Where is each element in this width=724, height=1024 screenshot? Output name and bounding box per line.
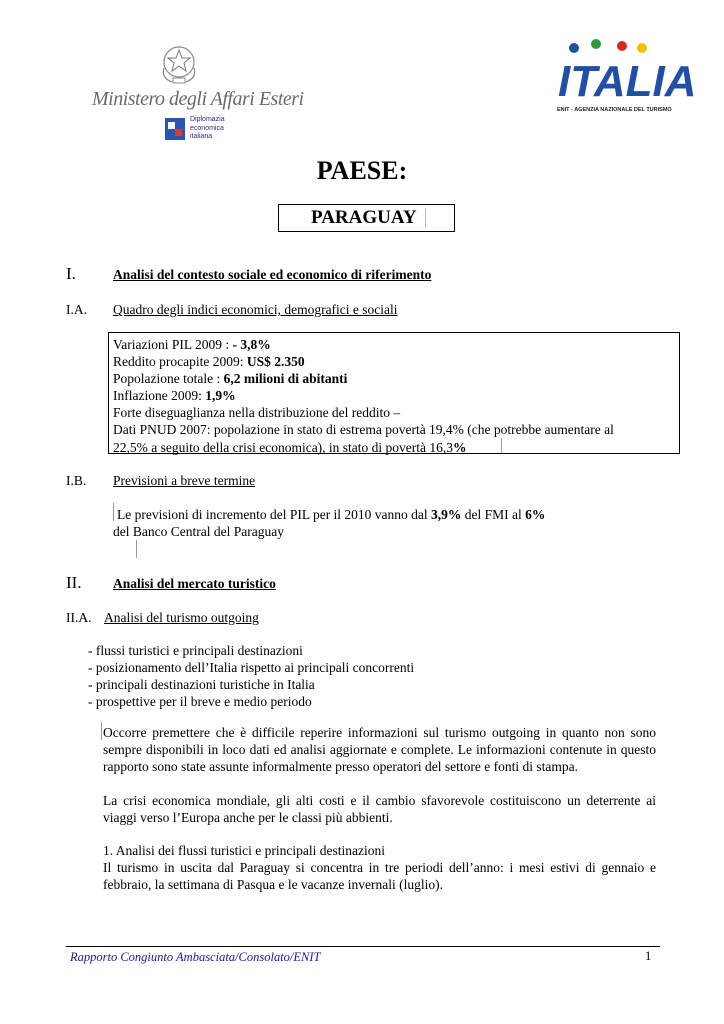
forecast-text: Le previsioni di incremento del PIL per il 2010 vanno dal bbox=[117, 507, 432, 522]
population-value: 6,2 milioni di abitanti bbox=[223, 371, 348, 387]
pil-value: - 3,8% bbox=[232, 337, 271, 352]
crisis-paragraph: La crisi economica mondiale, gli alti costi e il cambio sfavorevole costituiscono un deterrente ai viaggi verso l’Europa anche per le classi più abbienti. bbox=[103, 793, 656, 825]
inflation-label: Inflazione 2009: bbox=[113, 388, 206, 404]
population-label: Popolazione totale : bbox=[113, 371, 224, 387]
forecast-line-2: del Banco Central del Paraguay bbox=[113, 524, 284, 539]
page-title: PAESE: bbox=[316, 156, 408, 185]
page-number: 1 bbox=[645, 949, 652, 963]
bullet-list bbox=[88, 642, 414, 710]
reddito-row bbox=[113, 353, 675, 370]
diplomacy-line: economica bbox=[190, 124, 224, 132]
enit-caption: ENIT - AGENZIA NAZIONALE DEL TURISMO bbox=[557, 107, 672, 113]
outgoing-intro-paragraph: Occorre premettere che è difficile reperire informazioni sul turismo outgoing in quanto non sono sempre disponibili in loco dati ed analisi aggiornate e complete. Le informazioni contenute in questo rapporto sono state assunte informalmente presso operatori del settore e fonti di stampa. bbox=[103, 725, 656, 774]
forecast-bcp-value: 6% bbox=[525, 507, 546, 522]
text-cursor bbox=[101, 722, 102, 740]
italian-republic-emblem-icon bbox=[158, 42, 200, 86]
section-1a-heading: Quadro degli indici economici, demografici e sociali bbox=[113, 302, 398, 317]
section-1b-heading: Previsioni a breve termine bbox=[113, 473, 256, 488]
section-1-number: I. bbox=[66, 264, 76, 283]
country-box bbox=[278, 204, 455, 232]
indicators-box bbox=[108, 332, 680, 454]
pil-label: Variazioni PIL 2009 : bbox=[113, 337, 233, 352]
ministry-name: Ministero degli Affari Esteri bbox=[92, 88, 304, 110]
forecast-fmi-value: 3,9% bbox=[431, 507, 462, 522]
section-1a-number: I.A. bbox=[66, 302, 87, 317]
pil-row bbox=[113, 336, 675, 353]
pnud-row: Dati PNUD 2007: popolazione in stato di estrema povertà 19,4% (che potrebbe aumentare al bbox=[113, 422, 614, 438]
reddito-value: US$ 2.350 bbox=[246, 354, 305, 370]
inflation-value: 1,9% bbox=[205, 388, 236, 404]
list-item: - posizionamento dell’Italia rispetto ai principali concorrenti bbox=[88, 660, 415, 675]
reddito-label: Reddito procapite 2009: bbox=[113, 354, 247, 370]
list-item: - prospettive per il breve e medio periodo bbox=[88, 694, 312, 709]
poverty-percent: % bbox=[453, 439, 467, 455]
forecast-line-1 bbox=[117, 506, 545, 523]
country-name: PARAGUAY bbox=[311, 207, 417, 228]
poverty-row bbox=[113, 439, 675, 456]
text-cursor bbox=[501, 438, 502, 453]
diplomacy-line: italiana bbox=[190, 133, 213, 140]
text-cursor bbox=[425, 208, 426, 228]
text-cursor bbox=[136, 540, 137, 558]
list-item: - principali destinazioni turistiche in Italia bbox=[88, 677, 315, 692]
section-1-heading: Analisi del contesto sociale ed economico di riferimento bbox=[113, 267, 432, 282]
poverty-text: 22,5% a seguito della crisi economica), in stato di povertà 16,3 bbox=[113, 439, 454, 455]
periods-paragraph: Il turismo in uscita dal Paraguay si concentra in tre periodi dell’anno: i mesi estivi di gennaio e febbraio, la settimana di Pasqua e le vacanze invernali (luglio). bbox=[103, 860, 656, 892]
list-item: - flussi turistici e principali destinazioni bbox=[88, 643, 303, 658]
svg-text:ITALIA: ITALIA bbox=[558, 57, 697, 106]
inequality-row: Forte diseguaglianza nella distribuzione del reddito – bbox=[113, 405, 401, 421]
footer-text: Rapporto Congiunto Ambasciata/Consolato/ENIT bbox=[70, 950, 321, 964]
population-row bbox=[113, 370, 675, 387]
section-1b-number: I.B. bbox=[66, 473, 87, 488]
subsection-1-title: 1. Analisi dei flussi turistici e principali destinazioni bbox=[103, 843, 385, 858]
diplomacy-line: Diplomazia bbox=[190, 116, 225, 123]
inflation-row bbox=[113, 387, 675, 404]
footer-divider bbox=[66, 946, 660, 947]
section-2-heading: Analisi del mercato turistico bbox=[113, 576, 276, 591]
diplomacy-label bbox=[190, 116, 225, 142]
diplomacy-logo-icon bbox=[165, 118, 185, 140]
text-cursor bbox=[113, 503, 114, 521]
forecast-text: del FMI al bbox=[461, 507, 526, 522]
section-2a-number: II.A. bbox=[66, 610, 92, 625]
section-2a-heading: Analisi del turismo outgoing bbox=[104, 610, 259, 625]
italia-enit-logo-icon bbox=[554, 36, 697, 106]
section-2-number: II. bbox=[66, 573, 82, 592]
